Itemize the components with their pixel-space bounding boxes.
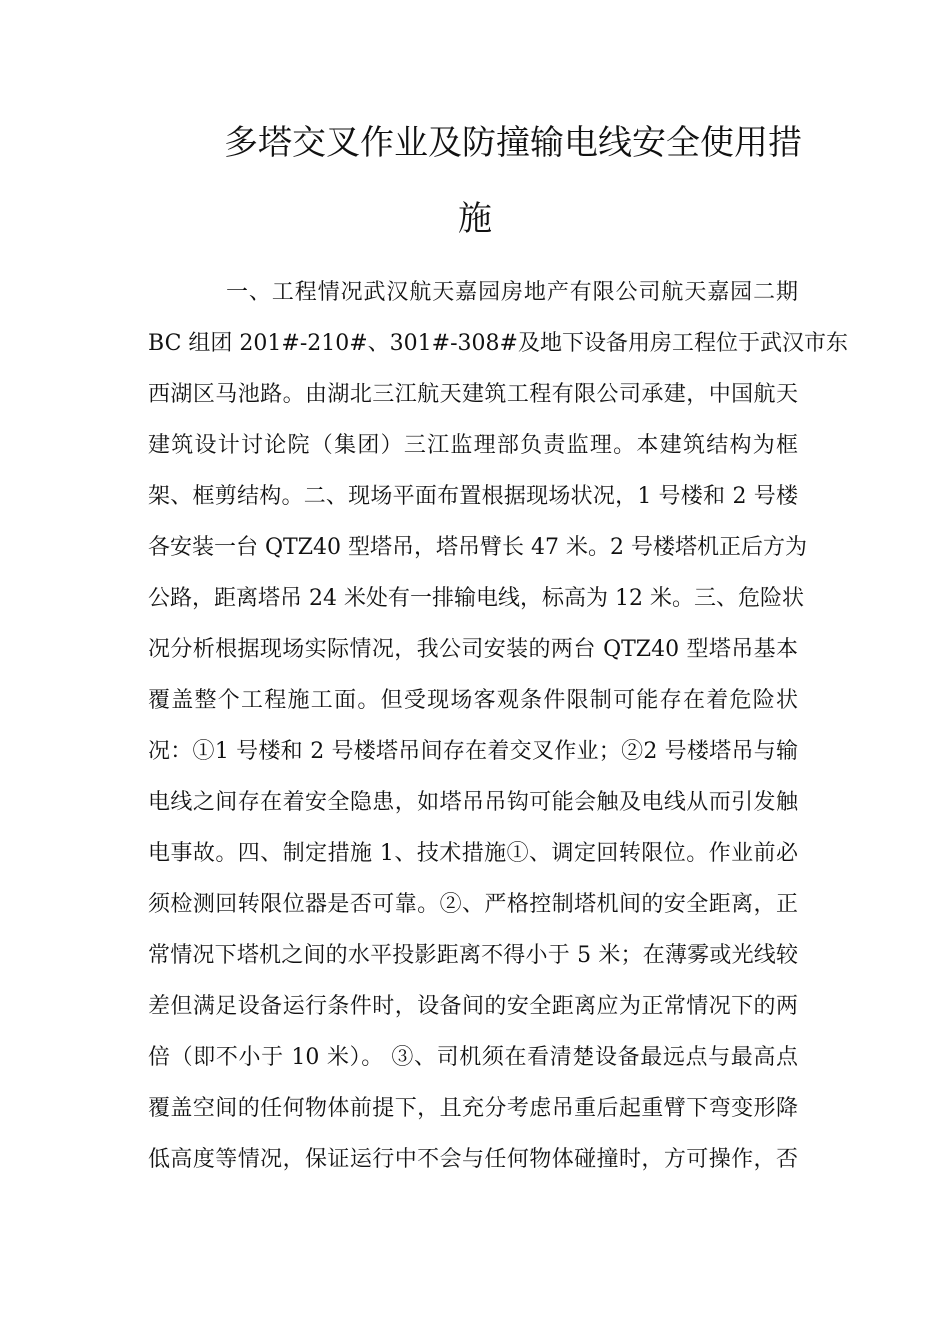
paragraph-line-2: BC 组团 201#-210#、301#-308#及地下设备用房工程位于武汉市东 xyxy=(148,331,848,356)
paragraph-line-17: 覆盖空间的任何物体前提下，且充分考虑吊重后起重臂下弯变形降 xyxy=(148,1096,798,1121)
paragraph-line-14: 常情况下塔机之间的水平投影距离不得小于 5 米；在薄雾或光线较 xyxy=(148,943,798,968)
paragraph-line-7: 公路，距离塔吊 24 米处有一排输电线，标高为 12 米。三、危险状 xyxy=(148,586,804,611)
paragraph-line-16: 倍（即不小于 10 米）。 ③、司机须在看清楚设备最远点与最高点 xyxy=(148,1045,798,1070)
paragraph-line-4: 建筑设计讨论院（集团）三江监理部负责监理。本建筑结构为框 xyxy=(148,433,798,458)
paragraph-line-1: 一、工程情况武汉航天嘉园房地产有限公司航天嘉园二期 xyxy=(226,280,798,305)
paragraph-line-10: 况：①1 号楼和 2 号楼塔吊间存在着交叉作业；②2 号楼塔吊与输 xyxy=(148,739,798,764)
paragraph-line-9: 覆盖整个工程施工面。但受现场客观条件限制可能存在着危险状 xyxy=(148,688,798,713)
paragraph-line-5: 架、框剪结构。二、现场平面布置根据现场状况，1 号楼和 2 号楼 xyxy=(148,484,798,509)
paragraph-line-3: 西湖区马池路。由湖北三江航天建筑工程有限公司承建，中国航天 xyxy=(148,382,798,407)
paragraph-line-15: 差但满足设备运行条件时，设备间的安全距离应为正常情况下的两 xyxy=(148,994,798,1019)
paragraph-line-12: 电事故。四、制定措施 1、技术措施①、调定回转限位。作业前必 xyxy=(148,841,798,866)
paragraph-line-11: 电线之间存在着安全隐患，如塔吊吊钩可能会触及电线从而引发触 xyxy=(148,790,798,815)
document-title-line-1: 多塔交叉作业及防撞输电线安全使用措 xyxy=(224,123,802,163)
paragraph-line-18: 低高度等情况，保证运行中不会与任何物体碰撞时，方可操作，否 xyxy=(148,1147,798,1172)
paragraph-line-6: 各安装一台 QTZ40 型塔吊，塔吊臂长 47 米。2 号楼塔机正后方为 xyxy=(148,535,807,560)
paragraph-line-8: 况分析根据现场实际情况，我公司安装的两台 QTZ40 型塔吊基本 xyxy=(148,637,798,662)
document-title-line-2: 施 xyxy=(458,199,492,239)
paragraph-line-13: 须检测回转限位器是否可靠。②、严格控制塔机间的安全距离，正 xyxy=(148,892,798,917)
